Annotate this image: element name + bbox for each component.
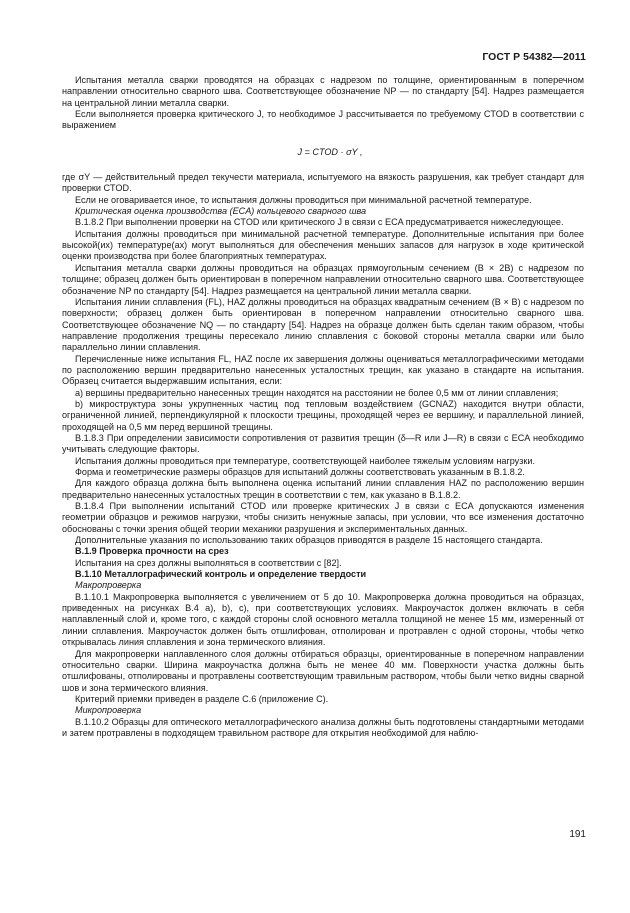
paragraph: где σY — действительный предел текучести материала, испытуемого на вязкость разрушения, как требует стандарт для проверки CTOD. (62, 172, 584, 194)
list-item: b) микроструктура зоны укрупненных частиц под тепловым воздействием (GCNAZ) находится внутри области, ограниченной линией, перпендикулярной к плоскости трещины, проходящей через ее вершину, и параллельной линией, проходящей на 0,5 мм перед вершиной трещины. (62, 398, 584, 432)
paragraph: Если выполняется проверка критического J, то необходимое J рассчитывается по требуемому CTOD в соответствии с выражением (62, 109, 584, 131)
paragraph: Испытания на срез должны выполняться в соответствии с [82]. (75, 557, 342, 568)
paragraph: Испытания должны проводиться при температуре, соответствующей наиболее тяжелым условиям нагрузки. (75, 455, 535, 466)
section-heading: В.1.9 Проверка прочности на срез (75, 546, 229, 557)
page-number: 191 (569, 829, 586, 840)
paragraph: Испытания должны проводиться при минимальной расчетной температуре. Дополнительные испытания при более высокой(их) температуре(ах) могут выполняться для обеспечения меньших запасов для нагрузок в ходе критической оценки производства при более благоприятных температурах. (62, 228, 584, 262)
paragraph: Дополнительные указания по использованию таких образцов приводятся в разделе 15 настоящего стандарта. (75, 535, 543, 546)
standard-header: ГОСТ Р 54382—2011 (482, 52, 586, 63)
paragraph: Испытания металла сварки проводятся на образцах с надрезом по толщине, ориентированным в поперечном направлении относительно сварного шва. Соответствующее обозначение NP — по стандарту [54]. Надрез размещается на центральной линии металла сварки. (62, 75, 584, 108)
paragraph: Если не оговаривается иное, то испытания должны проводиться при минимальной расчетной температуре. (75, 194, 532, 205)
paragraph: Форма и геометрические размеры образцов для испытаний должны соответствовать указанным в В.1.8.2. (75, 467, 525, 477)
paragraph: В.1.8.4 При выполнении испытаний CTOD или проверке критических J в связи с ECA допускаются изменения геометрии образцов и режимов нагрузки, чтобы снизить ненужные запасы, при условии, что все изменения достаточно обоснованы с точки зрения общей теории механики разрушения и экспериментальных данных. (62, 501, 584, 534)
paragraph: Для макропроверки наплавленного слоя должны отбираться образцы, ориентированные в поперечном направлении относительно сварки. Ширина макроучастка должна быть не менее 40 мм. Поверхности участка должны быть отшлифованы, отполированы и протравлены соответствующим травильным раствором, чтобы были четко видны сварной шов и зона термического влияния. (62, 648, 584, 693)
paragraph: В.1.10.1 Макропроверка выполняется с увеличением от 5 до 10. Макропроверка должна проводиться на образцах, приведенных на рисунках В.4 а), b), с), при соответствующих условиях. Макроучасток должен включать в себя наплавленный слой и, кроме того, с каждой стороны слой основного металла толщиной не менее 15 мм, измеренный от линии сплавления. Макроучасток должен быть отшлифован, отполирован и протравлен с одной стороны, чтобы четко открывалась линия сплавления и зона термического влияния. (62, 591, 584, 648)
paragraph: Перечисленные ниже испытания FL, HAZ после их завершения должны оцениваться металлографическими методами по расположению вершин предварительно нанесенных усталостных трещин, как указано в стандарте на испытания. Образец считается выдержавшим испытания, если: (62, 353, 584, 387)
paragraph: В.1.8.2 При выполнении проверки на CTOD или критического J в связи с ECA предусматривается нижеследующее. (75, 217, 564, 228)
paragraph: В.1.8.3 При определении зависимости сопротивления от развития трещин (δ—R или J—R) в связи с ECA необходимо учитывать следующие факторы. (62, 432, 584, 455)
list-item: a) вершины предварительно нанесенных трещин находятся на расстоянии не более 0,5 мм от линии сплавления; (75, 387, 559, 398)
formula: J = CTOD · σY , (297, 146, 363, 157)
section-heading: В.1.10 Металлографический контроль и определение твердости (75, 569, 367, 580)
paragraph: Критерий приемки приведен в разделе С.6 (приложение С). (75, 693, 329, 704)
paragraph: Испытания металла сварки должны проводиться на образцах прямоугольным сечением (B × 2B) с надрезом по толщине; образец должен быть ориентирован в поперечном направлении относительно сварного шва. Соответствующее обозначение NP по стандарту [54]. Надрез размещается на центральной линии металла сварки. (62, 262, 584, 296)
section-subtitle: Макропроверка (75, 580, 142, 591)
paragraph: В.1.10.2 Образцы для оптического металлографического анализа должны быть подготовлены стандартными методами и затем протравлены в подходящем травильном растворе для открытия необходимой для наблю- (62, 716, 584, 738)
section-subtitle: Критическая оценка производства (ECA) кольцевого сварного шва (75, 206, 367, 217)
section-subtitle: Микропроверка (75, 705, 142, 716)
document-body (62, 75, 584, 739)
paragraph: Испытания линии сплавления (FL), HAZ должны проводиться на образцах квадратным сечением (B × B) с надрезом по поверхности; образец должен быть ориентирован в поперечном направлении относительно сварного шва. Соответствующее обозначение NQ — по стандарту [54]. Надрез на образце должен быть сделан таким образом, чтобы направление продолжения трещины пересекало линию сплавления с боковой стороны металла сварки или было параллельно линии сплавления. (62, 296, 584, 353)
paragraph: Для каждого образца должна быть выполнена оценка испытаний линии сплавления HAZ по расположению вершин предварительно нанесенных усталостных трещин в соответствии с тем, как указано в В.1.8.2. (62, 478, 584, 500)
